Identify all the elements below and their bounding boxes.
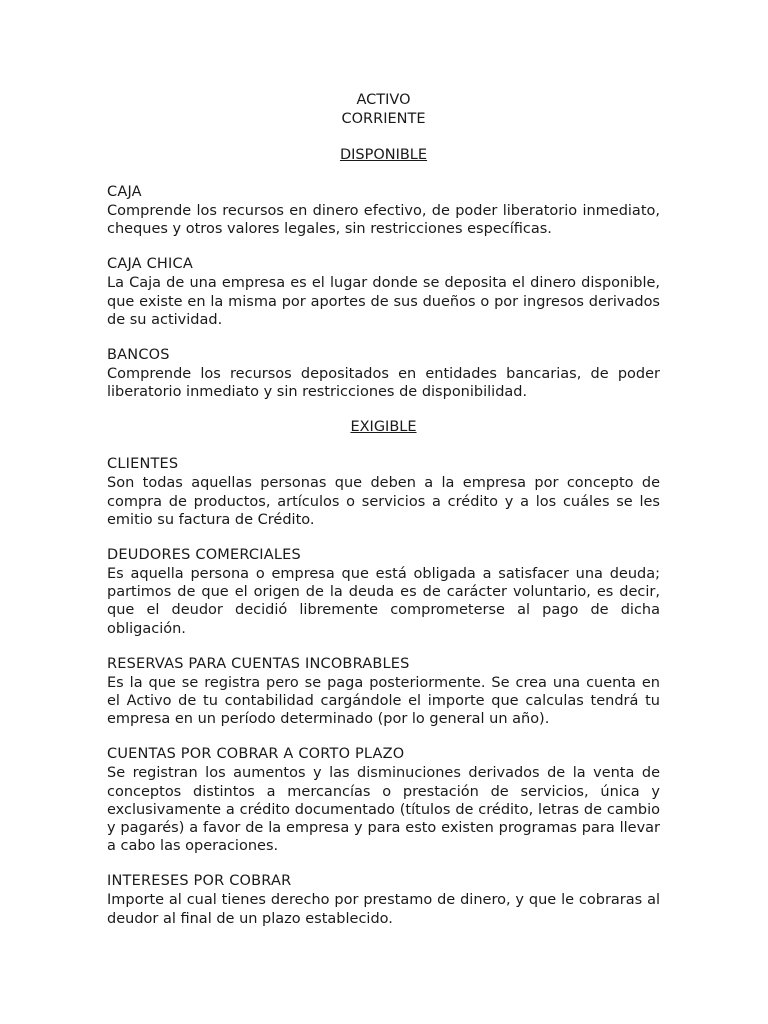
entry-body: Son todas aquellas personas que deben a la empresa por concepto de compra de productos, artículos o servicios a crédito y a los cuáles se les emitio su factura de Crédito. [107, 475, 660, 528]
entry-title: BANCOS [107, 347, 170, 364]
section-disponible [107, 146, 660, 401]
title-line-1: ACTIVO [356, 92, 411, 108]
document-title [107, 91, 660, 129]
entry-title: CAJA [107, 184, 142, 200]
entry-intereses-por-cobrar [107, 872, 660, 927]
entry-body: Es la que se registra pero se paga posteriormente. Se crea una cuenta en el Activo de tu contabilidad cargándole el importe que calculas tendrá tu empresa en un período determinado (por lo general un año). [107, 674, 660, 728]
title-line-2: CORRIENTE [341, 111, 426, 127]
section-heading: DISPONIBLE [339, 147, 428, 163]
entry-reservas-cuentas-incobrables [107, 655, 660, 729]
entry-body: Comprende los recursos depositados en entidades bancarias, de poder liberatorio inmediato y sin restricciones de disponibilidad. [107, 366, 660, 401]
section-exigible [107, 418, 660, 927]
entry-title: CLIENTES [107, 456, 179, 473]
document-page [107, 91, 660, 945]
entry-title: RESERVAS PARA CUENTAS INCOBRABLES [107, 655, 410, 672]
entry-title: INTERESES POR COBRAR [107, 873, 292, 890]
entry-deudores-comerciales [107, 546, 660, 638]
entry-caja-chica [107, 255, 660, 329]
entry-body: Es aquella persona o empresa que está obligada a satisfacer una deuda; partimos de que el origen de la deuda es de carácter voluntario, es decir, que el deudor decidió libremente comprometerse al pago de dicha obligación. [107, 566, 660, 637]
entry-body: Comprende los recursos en dinero efectivo, de poder liberatorio inmediato, cheques y otros valores legales, sin restricciones específicas. [107, 203, 660, 238]
entry-title: CAJA CHICA [107, 256, 193, 273]
entry-caja [107, 183, 660, 238]
entry-body: La Caja de una empresa es el lugar donde se deposita el dinero disponible, que existe en la misma por aportes de sus dueños o por ingresos derivados de su actividad. [107, 275, 660, 328]
entry-title: DEUDORES COMERCIALES [107, 547, 301, 564]
entry-bancos [107, 346, 660, 401]
entry-body: Importe al cual tienes derecho por prestamo de dinero, y que le cobraras al deudor al final de un plazo establecido. [107, 892, 660, 927]
section-heading: EXIGIBLE [350, 419, 417, 436]
entry-body: Se registran los aumentos y las disminuciones derivados de la venta de conceptos distintos a mercancías o prestación de servicios, única y exclusivamente a crédito documentado (títulos de crédito, letras de cambio y pagarés) a favor de la empresa y para esto existen programas para llevar a cabo las operaciones. [107, 765, 660, 855]
entry-title: CUENTAS POR COBRAR A CORTO PLAZO [107, 746, 405, 763]
entry-cuentas-por-cobrar [107, 745, 660, 855]
entry-clientes [107, 455, 660, 529]
